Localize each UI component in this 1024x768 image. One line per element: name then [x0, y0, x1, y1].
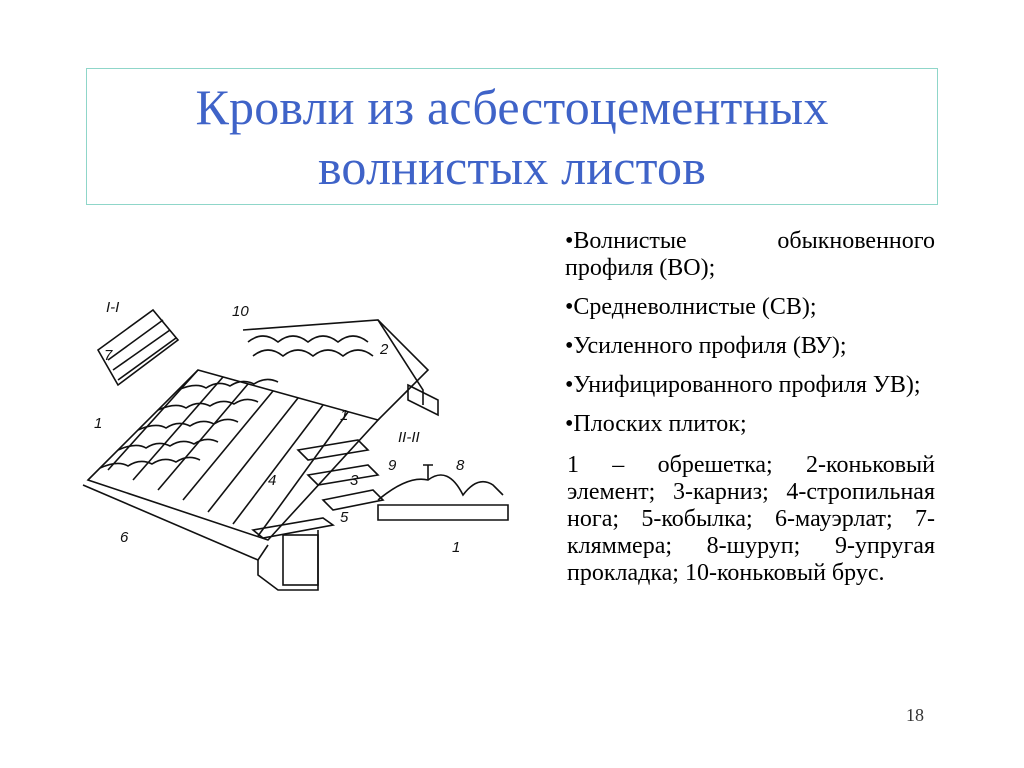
bullet-item: •Волнистые обыкновенного профиля (ВО);: [565, 228, 935, 281]
slide-title-line-1: Кровли из асбестоцементных: [195, 78, 829, 135]
part-label-1b: 1: [340, 407, 349, 424]
roof-drawing: [78, 290, 528, 610]
part-label-9: 9: [388, 457, 397, 474]
bullet-item: •Плоских плиток;: [565, 411, 747, 437]
title-box: [86, 68, 938, 205]
part-label-7: 7: [104, 347, 113, 364]
part-label-10: 10: [232, 303, 249, 320]
part-label-5: 5: [340, 509, 349, 526]
bullet-item: •Усиленного профиля (ВУ);: [565, 333, 847, 359]
section-label-2: II-II: [398, 429, 420, 446]
slide-title-line-2: волнистых листов: [317, 138, 707, 195]
diagram-legend: 1 – обрешетка; 2-коньковый элемент; 3-карниз; 4-стропильная нога; 5-кобылка; 6-мауэрлат; 7-кляммера; 8-шуруп; 9-упругая прокладка; 10-коньковый брус.: [567, 452, 935, 586]
part-label-1c: 1: [452, 539, 461, 556]
part-label-1a: 1: [94, 415, 103, 432]
part-label-4: 4: [268, 472, 277, 489]
section-label-1: I-I: [106, 299, 120, 316]
bullet-item: •Средневолнистые (СВ);: [565, 294, 817, 320]
part-label-2: 2: [380, 341, 389, 358]
part-label-8: 8: [456, 457, 465, 474]
part-label-3: 3: [350, 472, 359, 489]
page-number: 18: [906, 705, 924, 725]
ridge-element: [243, 320, 428, 420]
roof-diagram: [78, 290, 528, 610]
bullet-list: [565, 228, 935, 587]
bullet-item: •Унифицированного профиля УВ);: [565, 372, 921, 398]
part-label-6: 6: [120, 529, 129, 546]
